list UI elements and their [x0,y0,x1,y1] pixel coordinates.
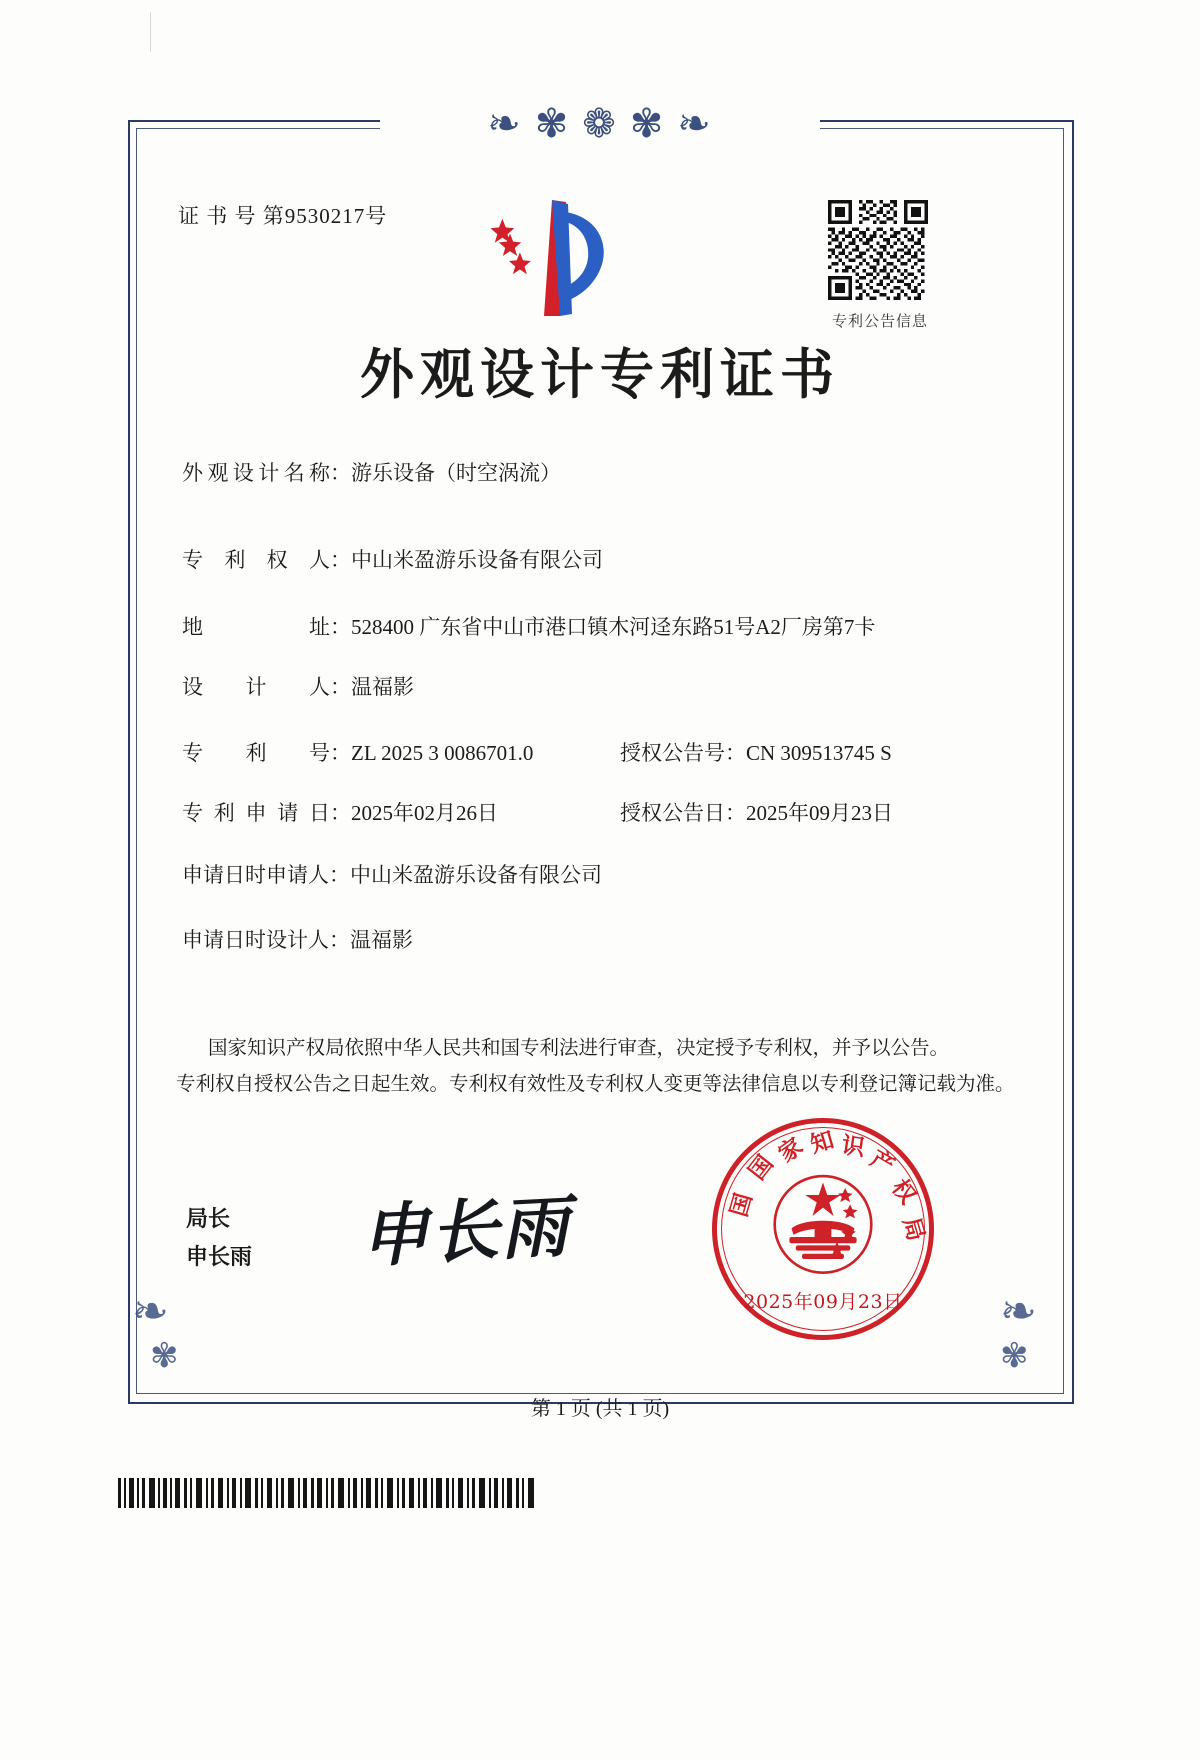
field-patentee [182,545,603,575]
seal-char-3: 知 [807,1126,837,1159]
field-patent-number-value: ZL 2025 3 0086701.0 [351,741,534,765]
page-title: 外观设计专利证书 [360,342,840,406]
seal-char-2: 家 [773,1132,808,1168]
ornament-bottom-left-icon: ❧ [132,1287,169,1336]
handwritten-signature: 申长雨 [358,1186,573,1278]
national-emblem-icon [760,1163,886,1289]
patent-announcement-qr-icon[interactable] [828,200,928,300]
seal-char-4: 识 [839,1131,867,1162]
field-designer-at-filing-value: 温福影 [350,928,413,952]
field-designer [182,672,414,702]
seal-date: 2025年09月23日 [743,1291,903,1313]
field-designer-label: 设计人 [182,675,330,699]
field-patent-number-separator: ： [330,741,351,765]
signature-name: 申长雨 [186,1244,253,1269]
field-announcement-number-separator: ： [725,741,746,765]
field-design-name-label: 外观设计名称 [182,461,330,485]
field-design-name-value: 游乐设备（时空涡流） [351,461,561,485]
field-application-date-value: 2025年02月26日 [351,801,498,825]
seal-char-8: 国 [725,1190,758,1220]
legal-statement [176,1030,1016,1102]
official-seal [712,1118,934,1340]
field-patentee-value: 中山米盈游乐设备有限公司 [351,548,603,572]
field-designer-at-filing-label: 申请日时设计人 [182,928,329,952]
field-patentee-separator: ： [330,548,351,572]
signature-block [186,1200,252,1276]
field-design-name [182,458,561,488]
field-designer-at-filing-separator: ： [329,928,350,952]
legal-statement-line-2: 专利权自授权公告之日起生效。专利权有效性及专利权人变更等法律信息以专利登记簿记载为准。 [176,1072,1015,1095]
ornament-top-icon: ❧ ✾ ❁ ✾ ❧ [380,96,820,152]
certificate-number-value: 第9530217号 [262,204,388,228]
signature-title: 局长 [186,1206,231,1231]
field-address-label: 地址 [182,615,330,639]
qr-caption: 专利公告信息 [831,314,928,330]
barcode [118,1478,538,1508]
field-announcement-date [620,798,893,828]
field-applicant-at-filing-label: 申请日时申请人 [182,863,329,887]
scan-artifact [150,12,151,52]
seal-char-1: 国 [743,1150,779,1186]
ornament-bottom-left-2-icon: ✾ [150,1338,179,1375]
field-application-date-separator: ： [330,801,351,825]
field-designer-value: 温福影 [351,675,414,699]
field-applicant-at-filing-separator: ： [329,863,350,887]
ornament-bottom-right-icon: ❧ [1000,1287,1037,1336]
field-applicant-at-filing-value: 中山米盈游乐设备有限公司 [350,863,602,887]
seal-char-7: 局 [897,1214,930,1244]
field-patentee-label: 专利权人 [182,548,330,572]
cnipa-logo-icon [488,196,628,324]
field-address [182,612,875,642]
field-applicant-at-filing [182,860,602,890]
legal-statement-line-1: 国家知识产权局依照中华人民共和国专利法进行审查，决定授予专利权，并予以公告。 [208,1036,950,1059]
field-application-date [182,798,498,828]
field-announcement-number-label: 授权公告号 [620,741,725,765]
certificate-number-label: 证 书 号 [178,204,257,228]
field-announcement-date-value: 2025年09月23日 [746,801,893,825]
page-indicator: 第 1 页 (共 1 页) [530,1398,670,1420]
field-announcement-number [620,738,892,768]
field-announcement-date-separator: ： [725,801,746,825]
field-designer-separator: ： [330,675,351,699]
field-address-value: 528400 广东省中山市港口镇木河迳东路51号A2厂房第7卡 [351,615,876,639]
certificate-number [178,200,387,230]
field-announcement-date-label: 授权公告日 [620,801,725,825]
ornament-bottom-right-2-icon: ✾ [1000,1338,1029,1375]
field-patent-number [182,738,533,768]
seal-char-5: 产 [865,1144,900,1180]
field-address-separator: ： [330,615,351,639]
field-announcement-number-value: CN 309513745 S [746,741,892,765]
field-design-name-separator: ： [330,461,351,485]
field-patent-number-label: 专利号 [182,741,330,765]
seal-char-6: 权 [886,1174,922,1210]
field-designer-at-filing [182,925,413,955]
field-application-date-label: 专利申请日 [182,801,330,825]
